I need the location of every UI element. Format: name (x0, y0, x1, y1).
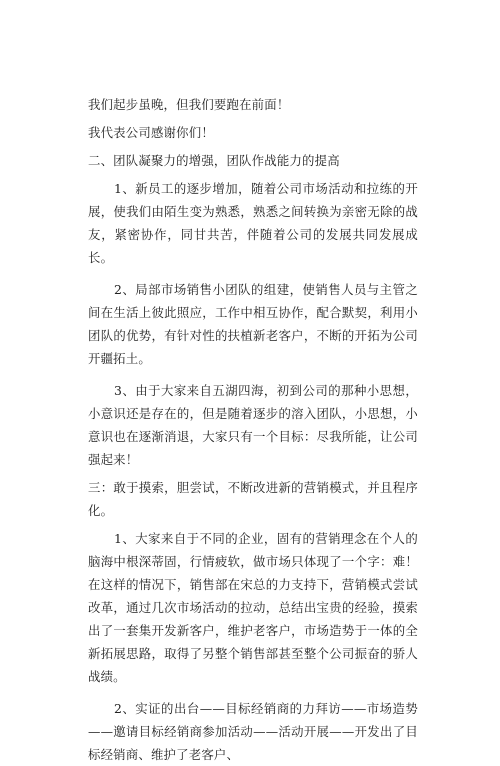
paragraph-closing-2: 我代表公司感谢你们！ (88, 125, 214, 140)
paragraph-3-1: 1、大家来自于不同的企业，固有的营销理念在个人的脑海中根深蒂固，行情疲软，做市场只体现了一个字：难！在这样的情况下，销售部在宋总的力支持下，营销模式尝试改革，通过几次市场活动的拉动，总结出宝贵的经验，摸索出了一套集开发新客户，维护老客户，市场造势于一体的全新拓展思路，取得了另整个销售部甚至整个公司振奋的骄人战绩。 (88, 531, 418, 684)
paragraph-2-2: 2、局部市场销售小团队的组建，使销售人员与主管之间在生活上彼此照应，工作中相互协作，配合默契，利用小团队的优势，有针对性的扶植新老客户，不断的开拓为公司开疆拓土。 (88, 282, 418, 366)
document-body (88, 93, 418, 766)
paragraph-closing-1: 我们起步虽晚，但我们要跑在前面！ (88, 97, 290, 112)
section-heading-3: 三：敢于摸索，胆尝试，不断改进新的营销模式，并且程序化。 (88, 480, 418, 518)
paragraph-2-1: 1、新员工的逐步增加，随着公司市场活动和拉练的开展，使我们由陌生变为熟悉，熟悉之间转换为亲密无除的战友，紧密协作，同甘共苦，伴随着公司的发展共同发展成长。 (88, 181, 418, 265)
paragraph-3-2: 2、实证的出台——目标经销商的力拜访——市场造势——邀请目标经销商参加活动——活动开展——开发出了目标经销商、维护了老客户、 (88, 701, 418, 762)
paragraph-2-3: 3、由于大家来自五湖四海，初到公司的那种小思想，小意识还是存在的，但是随着逐步的溶入团队，小思想，小意识也在逐渐消退，大家只有一个目标：尽我所能，让公司强起来！ (88, 383, 418, 467)
section-heading-2: 二、团队凝聚力的增强，团队作战能力的提高 (88, 153, 340, 168)
